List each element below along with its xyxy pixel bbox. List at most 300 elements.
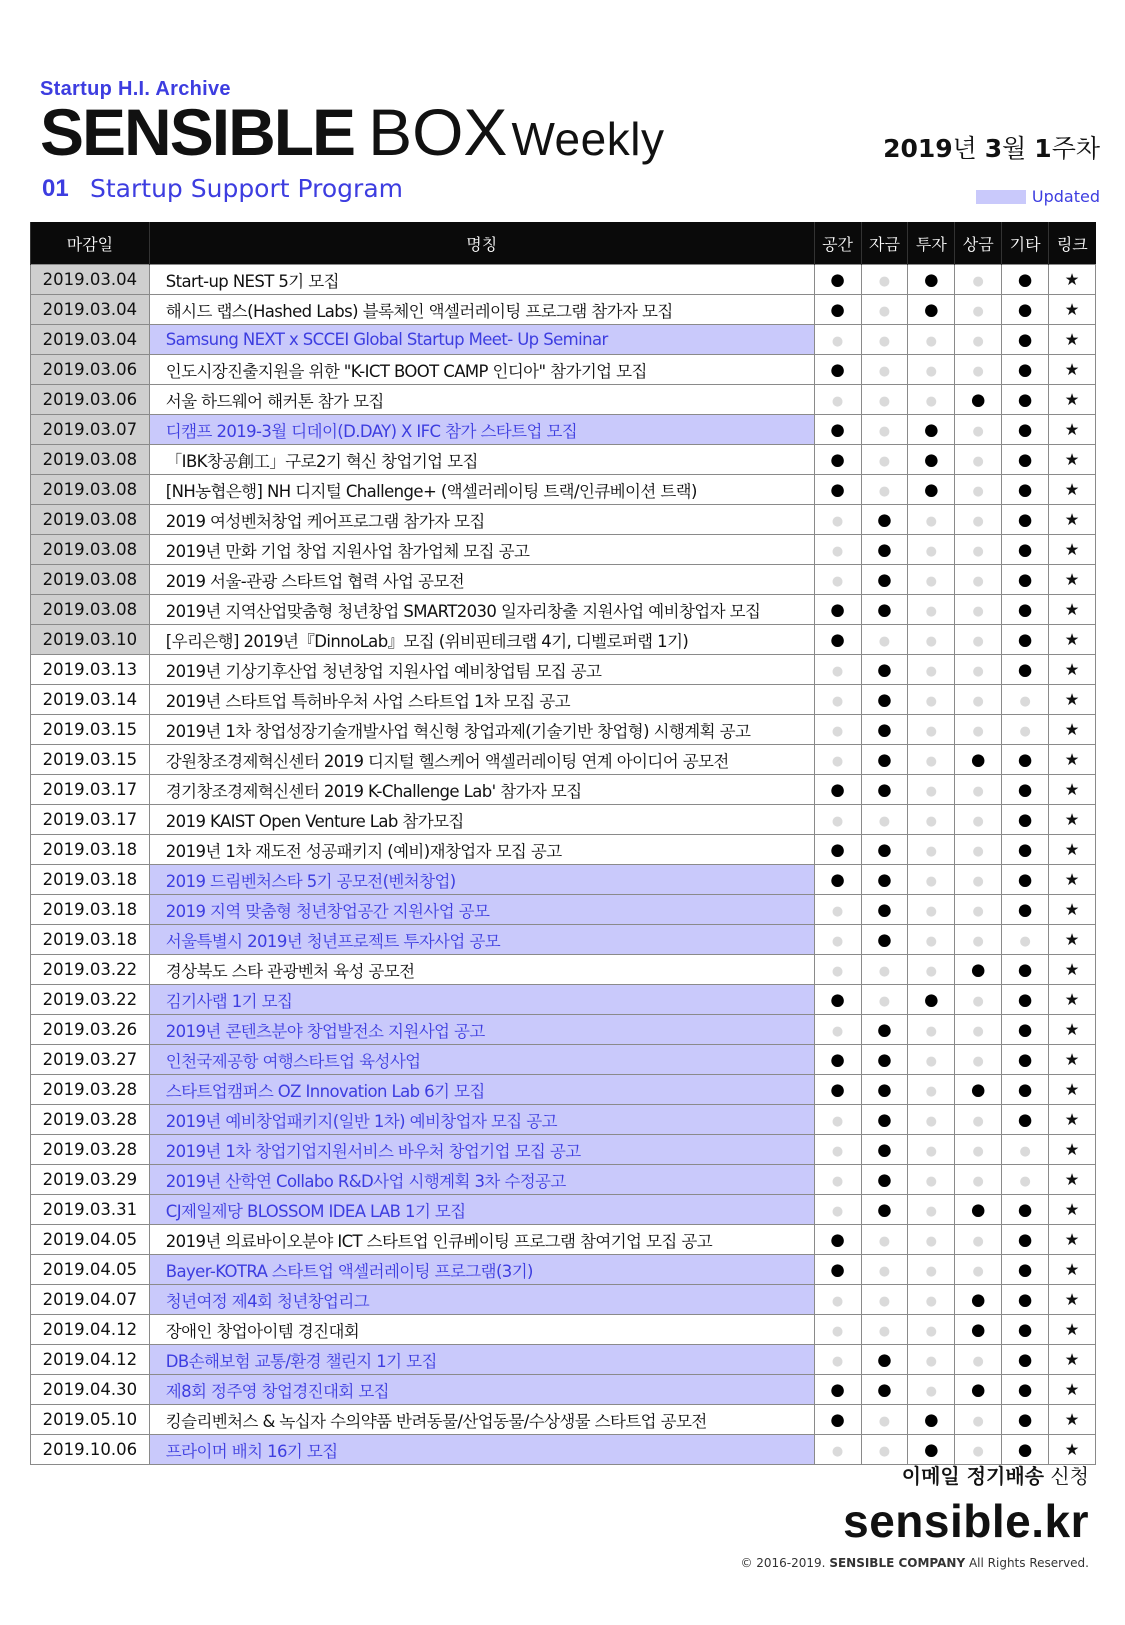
link-star-icon[interactable]: ★ [1049, 445, 1096, 475]
link-star-icon[interactable]: ★ [1049, 325, 1096, 355]
space-mark-cell [814, 1015, 861, 1045]
email-subscribe-bold: 이메일 정기배송 [901, 1464, 1044, 1488]
funding-mark-cell [861, 775, 908, 805]
program-name-cell: 2019 드림벤처스타 5기 공모전(벤처창업) [149, 865, 814, 895]
empty-dot-icon: ● [831, 664, 844, 679]
filled-dot-icon: ● [924, 480, 939, 499]
investment-mark-cell [908, 1285, 955, 1315]
link-star-icon[interactable]: ★ [1049, 1195, 1096, 1225]
prize-mark-cell [955, 955, 1002, 985]
space-mark-cell [814, 295, 861, 325]
empty-dot-icon: ● [972, 1264, 984, 1279]
program-name-cell: 2019년 스타트업 특허바우처 사업 스타트업 1차 모집 공고 [149, 685, 814, 715]
link-star-icon[interactable]: ★ [1049, 1165, 1096, 1195]
deadline-cell: 2019.03.07 [31, 415, 150, 445]
empty-dot-icon: ● [831, 1444, 844, 1459]
filled-dot-icon: ● [1017, 600, 1033, 619]
filled-dot-icon: ● [1017, 750, 1033, 769]
funding-mark-cell [861, 1075, 908, 1105]
empty-dot-icon: ● [1019, 934, 1031, 949]
empty-dot-icon: ● [1019, 724, 1031, 739]
prize-mark-cell [955, 1405, 1002, 1435]
funding-mark-cell [861, 445, 908, 475]
issue-date [883, 129, 1100, 165]
other-mark-cell [1002, 355, 1049, 385]
filled-dot-icon: ● [830, 480, 845, 499]
link-star-icon[interactable]: ★ [1049, 865, 1096, 895]
empty-dot-icon: ● [972, 1234, 984, 1249]
empty-dot-icon: ● [831, 544, 844, 559]
email-subscribe-link[interactable] [902, 1460, 1089, 1489]
prize-mark-cell [955, 895, 1002, 925]
filled-dot-icon: ● [924, 1440, 939, 1459]
copyright-prefix: © 2016-2019. [740, 1556, 826, 1570]
investment-mark-cell [908, 1105, 955, 1135]
table-row [31, 715, 1096, 745]
other-mark-cell [1002, 1165, 1049, 1195]
program-table [30, 222, 1096, 1465]
investment-mark-cell [908, 1135, 955, 1165]
link-star-icon[interactable]: ★ [1049, 1135, 1096, 1165]
column-header: 명칭 [149, 222, 814, 265]
funding-mark-cell [861, 295, 908, 325]
link-star-icon[interactable]: ★ [1049, 265, 1096, 295]
link-star-icon[interactable]: ★ [1049, 835, 1096, 865]
link-star-icon[interactable]: ★ [1049, 355, 1096, 385]
filled-dot-icon: ● [1017, 390, 1033, 409]
filled-dot-icon: ● [877, 720, 892, 739]
deadline-cell: 2019.03.22 [31, 955, 150, 985]
issue-week-suffix: 주차 [1051, 134, 1100, 163]
program-name-cell: 2019년 1차 재도전 성공패키지 (예비)재창업자 모집 공고 [149, 835, 814, 865]
program-name-cell: 경기창조경제혁신센터 2019 K-Challenge Lab' 참가자 모집 [149, 775, 814, 805]
link-star-icon[interactable]: ★ [1049, 745, 1096, 775]
program-name-cell: 경상북도 스타 관광벤처 육성 공모전 [149, 955, 814, 985]
space-mark-cell [814, 1045, 861, 1075]
filled-dot-icon: ● [1017, 1200, 1033, 1219]
table-row [31, 295, 1096, 325]
funding-mark-cell [861, 535, 908, 565]
program-name-cell: Bayer-KOTRA 스타트업 액셀러레이팅 프로그램(3기) [149, 1255, 814, 1285]
link-star-icon[interactable]: ★ [1049, 595, 1096, 625]
prize-mark-cell [955, 745, 1002, 775]
filled-dot-icon: ● [1017, 300, 1033, 319]
program-name-cell: 제8회 정주영 창업경진대회 모집 [149, 1375, 814, 1405]
empty-dot-icon: ● [972, 364, 984, 379]
program-name-cell: CJ제일제당 BLOSSOM IDEA LAB 1기 모집 [149, 1195, 814, 1225]
link-star-icon[interactable]: ★ [1049, 1285, 1096, 1315]
link-star-icon[interactable]: ★ [1049, 565, 1096, 595]
other-mark-cell [1002, 415, 1049, 445]
link-star-icon[interactable]: ★ [1049, 625, 1096, 655]
table-row [31, 1135, 1096, 1165]
filled-dot-icon: ● [877, 750, 892, 769]
investment-mark-cell [908, 835, 955, 865]
deadline-cell: 2019.03.26 [31, 1015, 150, 1045]
investment-mark-cell [908, 1315, 955, 1345]
deadline-cell: 2019.03.28 [31, 1075, 150, 1105]
filled-dot-icon: ● [1017, 360, 1033, 379]
investment-mark-cell [908, 595, 955, 625]
table-row [31, 925, 1096, 955]
filled-dot-icon: ● [877, 1380, 892, 1399]
link-star-icon[interactable]: ★ [1049, 1045, 1096, 1075]
empty-dot-icon: ● [925, 634, 937, 649]
space-mark-cell [814, 1135, 861, 1165]
space-mark-cell [814, 1255, 861, 1285]
prize-mark-cell [955, 1255, 1002, 1285]
investment-mark-cell [908, 625, 955, 655]
link-star-icon[interactable]: ★ [1049, 985, 1096, 1015]
filled-dot-icon: ● [830, 450, 845, 469]
updated-legend [976, 187, 1100, 206]
investment-mark-cell [908, 1405, 955, 1435]
link-star-icon[interactable]: ★ [1049, 535, 1096, 565]
other-mark-cell [1002, 655, 1049, 685]
program-name-cell: 2019년 1차 창업기업지원서비스 바우처 창업기업 모집 공고 [149, 1135, 814, 1165]
updated-swatch [976, 190, 1026, 204]
deadline-cell: 2019.03.14 [31, 685, 150, 715]
column-header: 링크 [1049, 222, 1096, 265]
table-row [31, 775, 1096, 805]
filled-dot-icon: ● [877, 690, 892, 709]
deadline-cell: 2019.03.08 [31, 445, 150, 475]
filled-dot-icon: ● [1017, 1410, 1033, 1429]
filled-dot-icon: ● [830, 990, 845, 1009]
link-star-icon[interactable]: ★ [1049, 1015, 1096, 1045]
table-row [31, 355, 1096, 385]
other-mark-cell [1002, 445, 1049, 475]
link-star-icon[interactable]: ★ [1049, 1075, 1096, 1105]
filled-dot-icon: ● [1017, 1290, 1033, 1309]
filled-dot-icon: ● [1017, 1320, 1033, 1339]
deadline-cell: 2019.03.27 [31, 1045, 150, 1075]
filled-dot-icon: ● [1017, 870, 1033, 889]
investment-mark-cell [908, 355, 955, 385]
deadline-cell: 2019.04.12 [31, 1345, 150, 1375]
empty-dot-icon: ● [972, 934, 984, 949]
table-row [31, 1405, 1096, 1435]
other-mark-cell [1002, 1405, 1049, 1435]
prize-mark-cell [955, 805, 1002, 835]
empty-dot-icon: ● [925, 1114, 937, 1129]
prize-mark-cell [955, 475, 1002, 505]
funding-mark-cell [861, 1255, 908, 1285]
program-name-cell: 2019 KAIST Open Venture Lab 참가모집 [149, 805, 814, 835]
other-mark-cell [1002, 1255, 1049, 1285]
prize-mark-cell [955, 505, 1002, 535]
investment-mark-cell [908, 445, 955, 475]
empty-dot-icon: ● [831, 814, 844, 829]
filled-dot-icon: ● [924, 450, 939, 469]
program-name-cell: 「IBK창공創工」구로2기 혁신 창업기업 모집 [149, 445, 814, 475]
filled-dot-icon: ● [1017, 540, 1033, 559]
link-star-icon[interactable]: ★ [1049, 715, 1096, 745]
brand-sensible: SENSIBLE [40, 95, 355, 169]
header [40, 78, 1100, 209]
investment-mark-cell [908, 1075, 955, 1105]
issue-month: 3 [984, 134, 1003, 163]
filled-dot-icon: ● [1017, 1230, 1033, 1249]
program-name-cell: 스타트업캠퍼스 OZ Innovation Lab 6기 모집 [149, 1075, 814, 1105]
funding-mark-cell [861, 1315, 908, 1345]
deadline-cell: 2019.03.17 [31, 775, 150, 805]
empty-dot-icon: ● [831, 574, 844, 589]
filled-dot-icon: ● [1017, 1440, 1033, 1459]
filled-dot-icon: ● [1017, 1050, 1033, 1069]
investment-mark-cell [908, 805, 955, 835]
space-mark-cell [814, 835, 861, 865]
empty-dot-icon: ● [925, 1234, 937, 1249]
table-row [31, 895, 1096, 925]
empty-dot-icon: ● [1019, 1174, 1031, 1189]
filled-dot-icon: ● [877, 570, 892, 589]
empty-dot-icon: ● [878, 484, 891, 499]
investment-mark-cell [908, 1375, 955, 1405]
deadline-cell: 2019.04.07 [31, 1285, 150, 1315]
empty-dot-icon: ● [925, 604, 937, 619]
funding-mark-cell [861, 625, 908, 655]
program-name-cell: 2019년 1차 창업성장기술개발사업 혁신형 창업과제(기술기반 창업형) 시행계획 공고 [149, 715, 814, 745]
filled-dot-icon: ● [971, 1320, 986, 1339]
link-star-icon[interactable]: ★ [1049, 655, 1096, 685]
empty-dot-icon: ● [831, 514, 844, 529]
prize-mark-cell [955, 355, 1002, 385]
empty-dot-icon: ● [925, 934, 937, 949]
space-mark-cell [814, 475, 861, 505]
link-star-icon[interactable]: ★ [1049, 505, 1096, 535]
filled-dot-icon: ● [830, 1080, 845, 1099]
filled-dot-icon: ● [877, 870, 892, 889]
funding-mark-cell [861, 265, 908, 295]
space-mark-cell [814, 865, 861, 895]
empty-dot-icon: ● [925, 814, 937, 829]
program-name-cell: 2019년 의료바이오분야 ICT 스타트업 인큐베이팅 프로그램 참여기업 모집 공고 [149, 1225, 814, 1255]
empty-dot-icon: ● [972, 1414, 984, 1429]
funding-mark-cell [861, 685, 908, 715]
empty-dot-icon: ● [831, 394, 844, 409]
empty-dot-icon: ● [831, 1294, 844, 1309]
empty-dot-icon: ● [972, 784, 984, 799]
investment-mark-cell [908, 265, 955, 295]
link-star-icon[interactable]: ★ [1049, 295, 1096, 325]
empty-dot-icon: ● [972, 634, 984, 649]
filled-dot-icon: ● [924, 1410, 939, 1429]
empty-dot-icon: ● [831, 1024, 844, 1039]
empty-dot-icon: ● [972, 994, 984, 1009]
link-star-icon[interactable]: ★ [1049, 1345, 1096, 1375]
empty-dot-icon: ● [878, 394, 891, 409]
empty-dot-icon: ● [972, 1114, 984, 1129]
link-star-icon[interactable]: ★ [1049, 895, 1096, 925]
program-name-cell: 킹슬리벤처스 & 녹십자 수의약품 반려동물/산업동물/수상생물 스타트업 공모전 [149, 1405, 814, 1435]
table-row [31, 595, 1096, 625]
empty-dot-icon: ● [925, 364, 937, 379]
link-star-icon[interactable]: ★ [1049, 415, 1096, 445]
program-name-cell: 장애인 창업아이템 경진대회 [149, 1315, 814, 1345]
deadline-cell: 2019.03.08 [31, 565, 150, 595]
empty-dot-icon: ● [972, 334, 984, 349]
funding-mark-cell [861, 1165, 908, 1195]
link-star-icon[interactable]: ★ [1049, 685, 1096, 715]
space-mark-cell [814, 1405, 861, 1435]
empty-dot-icon: ● [831, 1144, 844, 1159]
funding-mark-cell [861, 1225, 908, 1255]
funding-mark-cell [861, 1105, 908, 1135]
empty-dot-icon: ● [831, 1324, 844, 1339]
deadline-cell: 2019.03.04 [31, 325, 150, 355]
link-star-icon[interactable]: ★ [1049, 475, 1096, 505]
investment-mark-cell [908, 925, 955, 955]
filled-dot-icon: ● [971, 1200, 986, 1219]
other-mark-cell [1002, 865, 1049, 895]
column-header: 상금 [955, 222, 1002, 265]
link-star-icon[interactable]: ★ [1049, 1255, 1096, 1285]
empty-dot-icon: ● [925, 1294, 937, 1309]
other-mark-cell [1002, 1015, 1049, 1045]
space-mark-cell [814, 535, 861, 565]
empty-dot-icon: ● [972, 1054, 984, 1069]
filled-dot-icon: ● [924, 420, 939, 439]
link-star-icon[interactable]: ★ [1049, 1105, 1096, 1135]
program-name-cell: [NH농협은행] NH 디지털 Challenge+ (액셀러레이팅 트랙/인큐베이션 트랙) [149, 475, 814, 505]
funding-mark-cell [861, 835, 908, 865]
table-row [31, 955, 1096, 985]
prize-mark-cell [955, 1105, 1002, 1135]
prize-mark-cell [955, 535, 1002, 565]
link-star-icon[interactable]: ★ [1049, 1405, 1096, 1435]
empty-dot-icon: ● [925, 964, 937, 979]
filled-dot-icon: ● [1017, 960, 1033, 979]
space-mark-cell [814, 1225, 861, 1255]
funding-mark-cell [861, 1135, 908, 1165]
deadline-cell: 2019.03.10 [31, 625, 150, 655]
empty-dot-icon: ● [925, 844, 937, 859]
empty-dot-icon: ● [925, 1054, 937, 1069]
link-star-icon[interactable]: ★ [1049, 1375, 1096, 1405]
funding-mark-cell [861, 1345, 908, 1375]
filled-dot-icon: ● [1017, 1260, 1033, 1279]
space-mark-cell [814, 985, 861, 1015]
empty-dot-icon: ● [831, 754, 844, 769]
filled-dot-icon: ● [830, 840, 845, 859]
link-star-icon[interactable]: ★ [1049, 1315, 1096, 1345]
filled-dot-icon: ● [830, 600, 845, 619]
empty-dot-icon: ● [831, 904, 844, 919]
space-mark-cell [814, 595, 861, 625]
space-mark-cell [814, 1435, 861, 1465]
filled-dot-icon: ● [877, 1110, 892, 1129]
filled-dot-icon: ● [877, 780, 892, 799]
space-mark-cell [814, 1315, 861, 1345]
link-star-icon[interactable]: ★ [1049, 1435, 1096, 1465]
space-mark-cell [814, 775, 861, 805]
table-row [31, 1375, 1096, 1405]
empty-dot-icon: ● [878, 274, 891, 289]
deadline-cell: 2019.03.22 [31, 985, 150, 1015]
deadline-cell: 2019.03.08 [31, 535, 150, 565]
filled-dot-icon: ● [877, 660, 892, 679]
other-mark-cell [1002, 1195, 1049, 1225]
space-mark-cell [814, 625, 861, 655]
site-url[interactable]: sensible.kr [843, 1495, 1089, 1547]
prize-mark-cell [955, 1285, 1002, 1315]
prize-mark-cell [955, 715, 1002, 745]
empty-dot-icon: ● [925, 514, 937, 529]
program-name-cell: 2019년 예비창업패키지(일반 1차) 예비창업자 모집 공고 [149, 1105, 814, 1135]
investment-mark-cell [908, 655, 955, 685]
empty-dot-icon: ● [925, 544, 937, 559]
empty-dot-icon: ● [925, 904, 937, 919]
table-row [31, 1045, 1096, 1075]
deadline-cell: 2019.03.18 [31, 925, 150, 955]
investment-mark-cell [908, 1165, 955, 1195]
funding-mark-cell [861, 595, 908, 625]
empty-dot-icon: ● [925, 694, 937, 709]
empty-dot-icon: ● [972, 514, 984, 529]
column-header: 자금 [861, 222, 908, 265]
program-name-cell: 해시드 랩스(Hashed Labs) 블록체인 액셀러레이팅 프로그램 참가자 모집 [149, 295, 814, 325]
filled-dot-icon: ● [830, 870, 845, 889]
issue-week: 1 [1034, 134, 1052, 163]
empty-dot-icon: ● [831, 1354, 844, 1369]
table-row [31, 985, 1096, 1015]
deadline-cell: 2019.03.06 [31, 355, 150, 385]
filled-dot-icon: ● [830, 270, 845, 289]
filled-dot-icon: ● [1017, 480, 1033, 499]
section-number: 01 [42, 175, 69, 202]
filled-dot-icon: ● [1017, 1350, 1033, 1369]
funding-mark-cell [861, 1045, 908, 1075]
deadline-cell: 2019.04.12 [31, 1315, 150, 1345]
deadline-cell: 2019.03.06 [31, 385, 150, 415]
prize-mark-cell [955, 1195, 1002, 1225]
other-mark-cell [1002, 835, 1049, 865]
space-mark-cell [814, 895, 861, 925]
email-subscribe-rest: 신청 [1044, 1464, 1089, 1488]
filled-dot-icon: ● [877, 1050, 892, 1069]
link-star-icon[interactable]: ★ [1049, 925, 1096, 955]
other-mark-cell [1002, 745, 1049, 775]
link-star-icon[interactable]: ★ [1049, 955, 1096, 985]
funding-mark-cell [861, 355, 908, 385]
deadline-cell: 2019.03.08 [31, 505, 150, 535]
investment-mark-cell [908, 1345, 955, 1375]
empty-dot-icon: ● [831, 694, 844, 709]
table-row [31, 685, 1096, 715]
space-mark-cell [814, 1105, 861, 1135]
filled-dot-icon: ● [830, 630, 845, 649]
other-mark-cell [1002, 895, 1049, 925]
empty-dot-icon: ● [925, 1264, 937, 1279]
link-star-icon[interactable]: ★ [1049, 805, 1096, 835]
link-star-icon[interactable]: ★ [1049, 385, 1096, 415]
link-star-icon[interactable]: ★ [1049, 775, 1096, 805]
space-mark-cell [814, 265, 861, 295]
program-name-cell: 디캠프 2019-3월 디데이(D.DAY) X IFC 참가 스타트업 모집 [149, 415, 814, 445]
other-mark-cell [1002, 385, 1049, 415]
empty-dot-icon: ● [831, 934, 844, 949]
filled-dot-icon: ● [830, 1050, 845, 1069]
funding-mark-cell [861, 985, 908, 1015]
other-mark-cell [1002, 535, 1049, 565]
empty-dot-icon: ● [831, 964, 844, 979]
program-name-cell: 2019 지역 맞춤형 청년창업공간 지원사업 공모 [149, 895, 814, 925]
link-star-icon[interactable]: ★ [1049, 1225, 1096, 1255]
deadline-cell: 2019.05.10 [31, 1405, 150, 1435]
other-mark-cell [1002, 565, 1049, 595]
investment-mark-cell [908, 985, 955, 1015]
